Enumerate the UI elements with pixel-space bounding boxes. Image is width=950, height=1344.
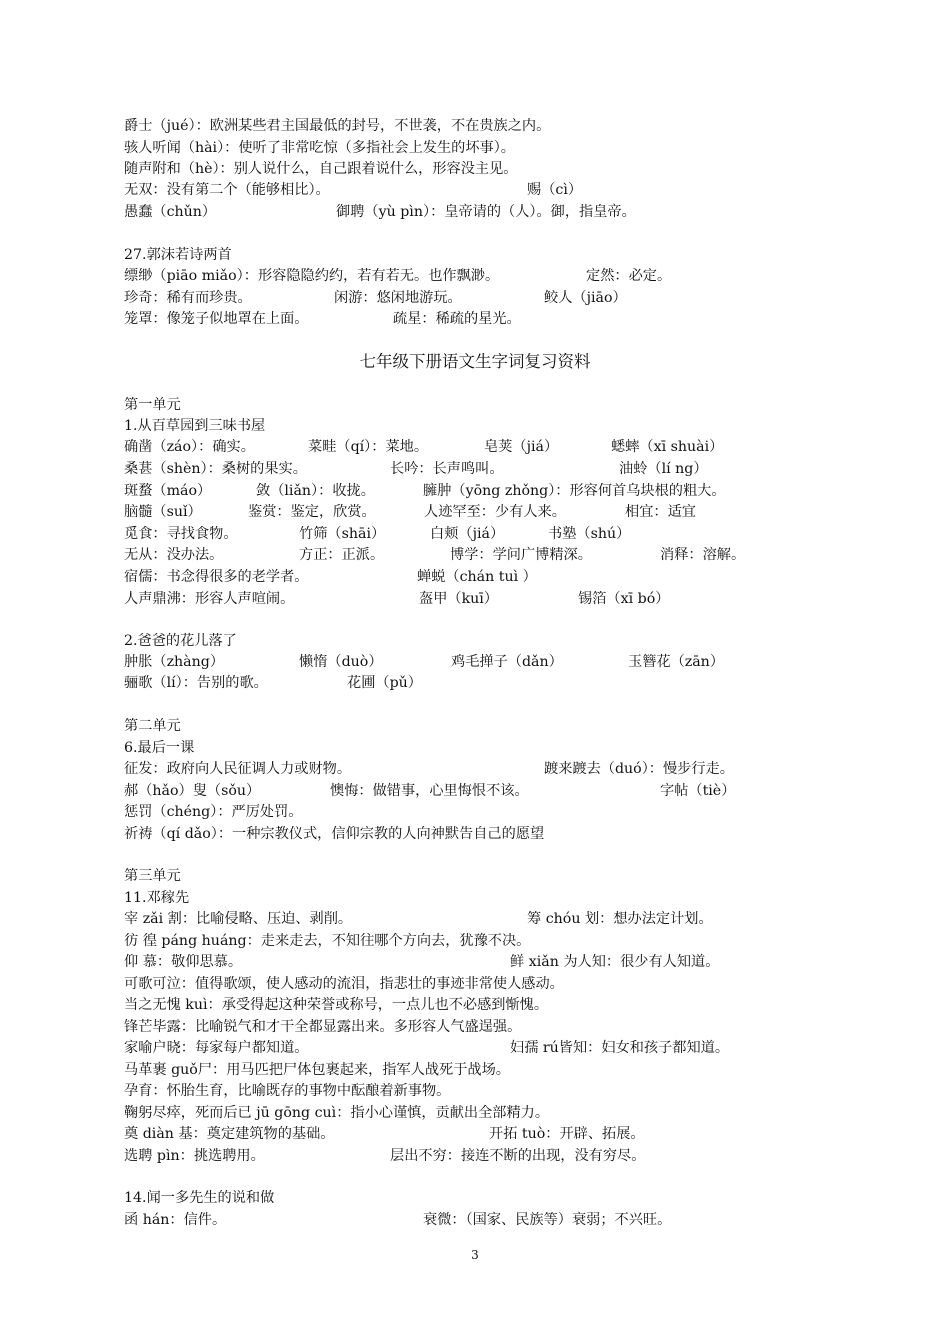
entry: 人声鼎沸：形容人声喧闹。 xyxy=(124,591,295,607)
entry: 觅食：寻找食物。 xyxy=(124,526,238,542)
entry: 锡箔（xī bó） xyxy=(578,591,670,607)
entry: 骇人听闻（hài）：使听了非常吃惊（多指社会上发生的坏事）。 xyxy=(124,140,515,156)
entry: 疏星：稀疏的星光。 xyxy=(393,311,521,327)
entry: 郝（hǎo）叟（sǒu） xyxy=(124,783,261,799)
entry: 鲜 xiǎn 为人知：很少有人知道。 xyxy=(510,954,720,970)
entry: 鲛人（jiāo） xyxy=(544,290,627,306)
entry: 定然：必定。 xyxy=(586,268,672,284)
entry: 油蛉（lí ng） xyxy=(619,461,708,477)
entry: 玉簪花（zān） xyxy=(628,654,725,670)
entry: 笼罩：像笼子似地罩在上面。 xyxy=(124,311,309,327)
entry: 随声附和（hè）：别人说什么，自己跟着说什么，形容没主见。 xyxy=(124,161,518,177)
entry: 踱来踱去（duó）：慢步行走。 xyxy=(544,761,734,777)
entry: 选聘 pìn：挑选聘用。 xyxy=(124,1148,265,1164)
entry: 菜畦（qí）：菜地。 xyxy=(308,439,429,455)
entry: 白颊（jiá） xyxy=(430,526,505,542)
entry: 人迹罕至：少有人来。 xyxy=(424,504,566,520)
entry: 博学：学问广博精深。 xyxy=(450,547,592,563)
entry: 斑蝥（máo） xyxy=(124,483,212,499)
entry: 孕育：怀胎生育，比喻既存的事物中酝酿着新事物。 xyxy=(124,1083,451,1099)
entry: 桑葚（shèn）：桑树的果实。 xyxy=(124,461,307,477)
entry: 竹筛（shāi） xyxy=(299,526,386,542)
entry: 相宜：适宜 xyxy=(625,504,696,520)
entry: 函 hán：信件。 xyxy=(124,1212,227,1228)
entry: 方正：正派。 xyxy=(299,547,385,563)
entry: 臃肿（yōng zhǒng）：形容何首乌块根的粗大。 xyxy=(423,483,726,499)
entry: 愚蠢（chǔn） xyxy=(124,204,217,220)
entry: 无双：没有第二个（能够相比）。 xyxy=(124,182,330,198)
page-title: 七年级下册语文生字词复习资料 xyxy=(359,352,591,371)
entry: 无从：没办法。 xyxy=(124,547,224,563)
entry: 脑髓（suǐ） xyxy=(124,504,202,520)
entry: 敛（liǎn）：收拢。 xyxy=(256,483,375,499)
entry: 珍奇：稀有而珍贵。 xyxy=(124,290,252,306)
entry: 书塾（shú） xyxy=(548,526,631,542)
entry: 蟋蟀（xī shuài） xyxy=(611,439,724,455)
entry: 奠 diàn 基：奠定建筑物的基础。 xyxy=(124,1126,335,1142)
entry: 筹 chóu 划：想办法定计划。 xyxy=(527,911,713,927)
entry: 宿儒：书念得很多的老学者。 xyxy=(124,569,309,585)
entry: 花圃（pǔ） xyxy=(347,675,422,691)
entry: 可歌可泣：值得歌颂，使人感动的流泪，指悲壮的事迹非常使人感动。 xyxy=(124,976,564,992)
entry: 闲游：悠闲地游玩。 xyxy=(334,290,462,306)
entry: 赐（cì） xyxy=(527,182,583,198)
entry: 当之无愧 kuì：承受得起这种荣誉或称号，一点儿也不必感到惭愧。 xyxy=(124,997,549,1013)
entry: 确凿（záo）：确实。 xyxy=(124,439,255,455)
entry: 懊悔：做错事，心里悔恨不该。 xyxy=(330,783,529,799)
entry: 皂荚（jiá） xyxy=(484,439,559,455)
entry: 宰 zǎi 割：比喻侵略、压迫、剥削。 xyxy=(124,911,353,927)
entry: 鸡毛掸子（dǎn） xyxy=(451,654,563,670)
entry: 层出不穷：接连不断的出现，没有穷尽。 xyxy=(390,1148,646,1164)
entry: 妇孺 rú皆知：妇女和孩子都知道。 xyxy=(510,1040,730,1056)
entry: 征发：政府向人民征调人力或财物。 xyxy=(124,761,352,777)
entry: 缥缈（piāo miǎo）：形容隐隐约约，若有若无。也作飘渺。 xyxy=(124,268,500,284)
entry: 蝉蜕（chán tuì ） xyxy=(417,569,537,585)
page-number: 3 xyxy=(471,1248,479,1262)
entry: 家喻户晓：每家每户都知道。 xyxy=(124,1040,309,1056)
entry: 长吟：长声鸣叫。 xyxy=(390,461,504,477)
entry: 开拓 tuò：开辟、拓展。 xyxy=(489,1126,645,1142)
entry: 马革裹 guǒ尸：用马匹把尸体包裹起来，指军人战死于战场。 xyxy=(124,1062,510,1078)
entry: 盔甲（kuī） xyxy=(419,591,499,607)
entry: 消释：溶解。 xyxy=(660,547,746,563)
entry: 仰 慕：敬仰思慕。 xyxy=(124,954,243,970)
entry: 骊歌（lí）：告别的歌。 xyxy=(124,675,268,691)
entry: 衰微：（国家、民族等）衰弱；不兴旺。 xyxy=(423,1212,672,1228)
entry: 御聘（yù pìn）：皇帝请的（人）。御，指皇帝。 xyxy=(336,204,636,220)
entry: 肿胀（zhàng） xyxy=(124,654,225,670)
entry: 鞠躬尽瘁，死而后已 jū gōng cuì：指小心谨慎，贡献出全部精力。 xyxy=(124,1105,550,1121)
entry: 鉴赏：鉴定，欣赏。 xyxy=(248,504,376,520)
entry: 彷 徨 páng huáng：走来走去，不知往哪个方向去，犹豫不决。 xyxy=(124,933,531,949)
entry: 祈祷（qí dǎo）：一种宗教仪式，信仰宗教的人向神默告自己的愿望 xyxy=(124,826,545,842)
entry: 懒惰（duò） xyxy=(299,654,383,670)
entry: 字帖（tiè） xyxy=(660,783,736,799)
entry: 惩罚（chéng）：严厉处罚。 xyxy=(124,804,303,820)
entry: 锋芒毕露：比喻锐气和才干全都显露出来。多形容人气盛逞强。 xyxy=(124,1019,522,1035)
entry: 爵士（jué）：欧洲某些君主国最低的封号，不世袭，不在贵族之内。 xyxy=(124,118,551,134)
